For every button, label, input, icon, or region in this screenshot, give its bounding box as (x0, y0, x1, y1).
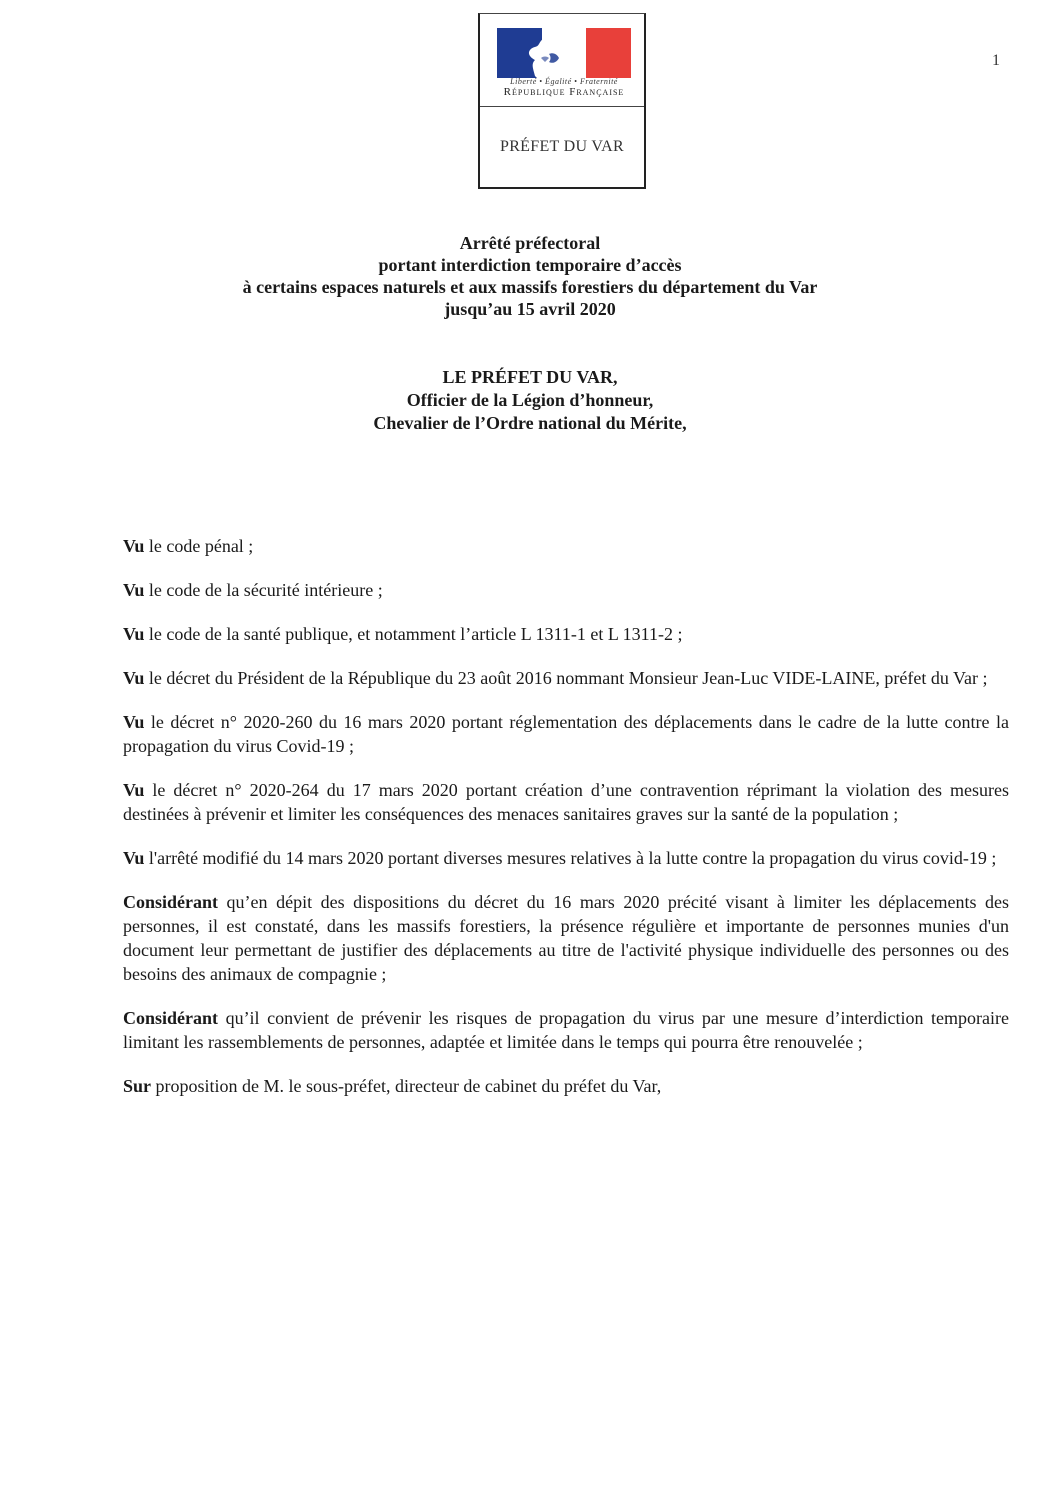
paragraph-lead: Vu (123, 712, 145, 732)
paragraph-text: le code pénal ; (144, 536, 254, 556)
logo-divider (480, 106, 644, 107)
decree-body (123, 534, 1009, 1098)
paragraph (123, 666, 1009, 690)
paragraph-lead: Vu (123, 848, 145, 868)
prefet-line-3: Chevalier de l’Ordre national du Mérite, (373, 413, 687, 433)
paragraph (123, 578, 1009, 602)
title-line-4: jusqu’au 15 avril 2020 (444, 299, 616, 319)
paragraph (123, 1006, 1009, 1054)
paragraph (123, 846, 1009, 870)
paragraph-text: le décret n° 2020-264 du 17 mars 2020 portant création d’une contravention réprimant la violation des mesures destinées à prévenir et limiter les conséquences des menaces sanitaires graves sur la santé de la population ; (123, 780, 1009, 824)
paragraph (123, 778, 1009, 826)
paragraph-text: qu’en dépit des dispositions du décret du 16 mars 2020 précité visant à limiter les déplacements des personnes, il est constaté, dans les massifs forestiers, la présence régulière et importante de personnes munies d'un document leur permettant de justifier des déplacements au titre de l'activité physique individuelle des personnes ou des besoins des animaux de compagnie ; (123, 892, 1009, 984)
republic-name: République Française (503, 86, 625, 98)
paragraph-lead: Vu (123, 536, 145, 556)
paragraph (123, 890, 1009, 986)
marianne-logo-icon (497, 28, 631, 78)
paragraph-text: proposition de M. le sous-préfet, directeur de cabinet du préfet du Var, (151, 1076, 662, 1096)
title-line-2: portant interdiction temporaire d’accès (378, 255, 682, 275)
paragraph-lead: Vu (123, 580, 145, 600)
prefet-label: PRÉFET DU VAR (500, 138, 624, 155)
paragraph-text: l'arrêté modifié du 14 mars 2020 portant diverses mesures relatives à la lutte contre la propagation du virus covid-19 ; (144, 848, 997, 868)
paragraph-lead: Vu (123, 780, 145, 800)
paragraph-text: le code de la sécurité intérieure ; (144, 580, 383, 600)
paragraph-text: le code de la santé publique, et notamment l’article L 1311-1 et L 1311-2 ; (144, 624, 683, 644)
paragraph (123, 534, 1009, 558)
decree-title (120, 232, 940, 320)
paragraph-lead: Considérant (123, 892, 219, 912)
title-line-1: Arrêté préfectoral (459, 233, 601, 253)
prefet-heading (120, 366, 940, 435)
paragraph-lead: Vu (123, 624, 145, 644)
title-line-3: à certains espaces naturels et aux massifs forestiers du département du Var (242, 277, 818, 297)
paragraph-lead: Considérant (123, 1008, 219, 1028)
paragraph (123, 1074, 1009, 1098)
paragraph (123, 710, 1009, 758)
prefet-line-2: Officier de la Légion d’honneur, (406, 390, 654, 410)
page-number: 1 (992, 52, 1000, 69)
paragraph-lead: Sur (123, 1076, 152, 1096)
prefecture-logo-block (478, 13, 646, 189)
paragraph-text: le décret n° 2020-260 du 16 mars 2020 portant réglementation des déplacements dans le cadre de la lutte contre la propagation du virus Covid-19 ; (123, 712, 1009, 756)
paragraph-text: qu’il convient de prévenir les risques de propagation du virus par une mesure d’interdiction temporaire limitant les rassemblements de personnes, adaptée et limitée dans le temps qui pourra être renouvelée ; (123, 1008, 1009, 1052)
prefet-line-1: LE PRÉFET DU VAR, (442, 367, 618, 387)
paragraph-lead: Vu (123, 668, 145, 688)
republic-motto: Liberté • Égalité • Fraternité (510, 77, 618, 86)
paragraph (123, 622, 1009, 646)
paragraph-text: le décret du Président de la République du 23 août 2016 nommant Monsieur Jean-Luc VIDE-LAINE, préfet du Var ; (144, 668, 988, 688)
